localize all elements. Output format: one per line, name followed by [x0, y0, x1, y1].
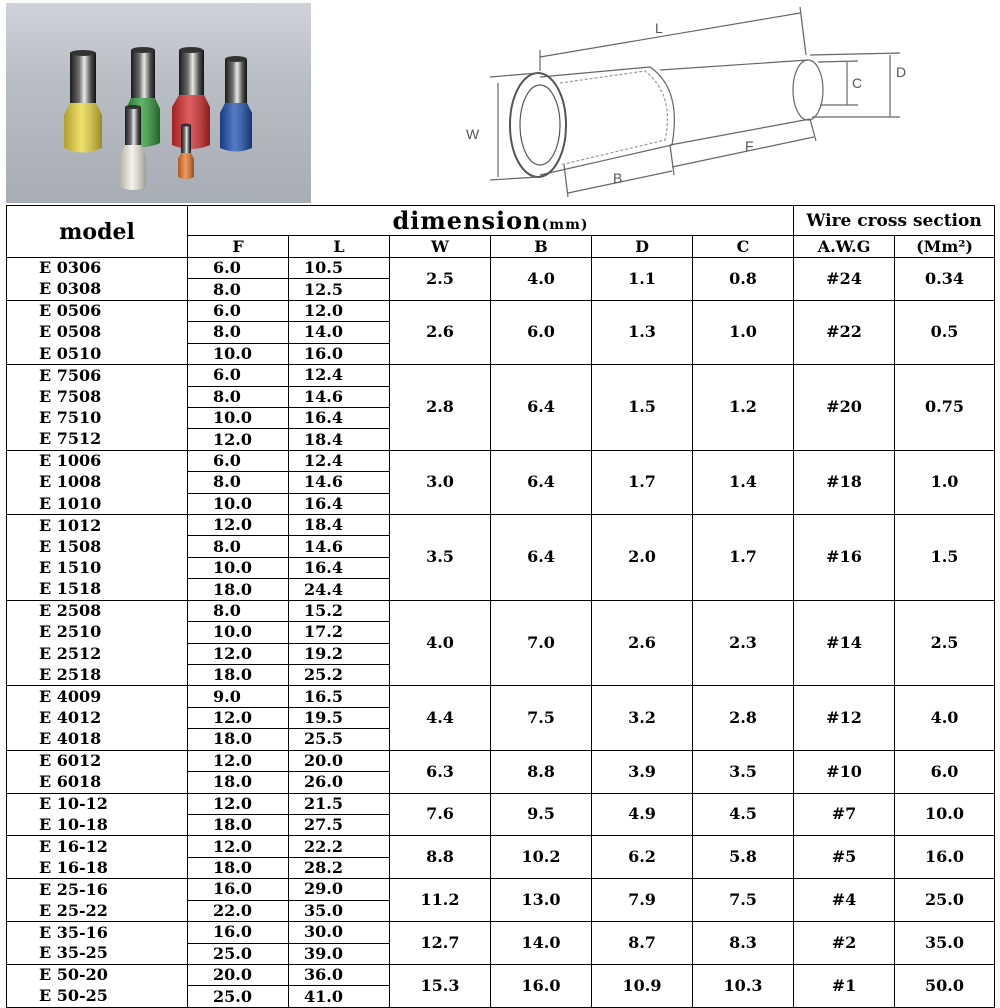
- header-C: C: [693, 236, 794, 258]
- cell-model: E 16-18: [7, 857, 188, 878]
- sleeve-inner-hidden: [560, 71, 668, 165]
- cell-L: 25.2: [289, 665, 390, 686]
- cell-c: 1.0: [693, 300, 794, 364]
- header-dimension-label: dimension: [392, 206, 542, 235]
- cell-F: 22.0: [188, 900, 289, 921]
- cell-mm2: 2.5: [895, 600, 995, 686]
- cell-L: 29.0: [289, 879, 390, 900]
- cell-F: 16.0: [188, 922, 289, 943]
- cell-mm2: 16.0: [895, 836, 995, 879]
- cell-L: 24.4: [289, 579, 390, 600]
- cell-L: 16.5: [289, 686, 390, 707]
- cell-model: E 50-20: [7, 964, 188, 985]
- cell-model: E 35-16: [7, 922, 188, 943]
- cell-b: 4.0: [491, 258, 592, 301]
- cell-F: 12.0: [188, 515, 289, 536]
- cell-w: 3.0: [390, 450, 491, 514]
- cell-model: E 1508: [7, 536, 188, 557]
- table-row: [7, 365, 995, 386]
- cell-mm2: 4.0: [895, 686, 995, 750]
- cell-L: 35.0: [289, 900, 390, 921]
- cell-F: 6.0: [188, 258, 289, 279]
- cell-model: E 0308: [7, 279, 188, 300]
- cell-b: 10.2: [491, 836, 592, 879]
- cell-L: 25.5: [289, 729, 390, 750]
- cell-F: 18.0: [188, 772, 289, 793]
- cell-L: 18.4: [289, 515, 390, 536]
- label-F: F: [745, 138, 754, 154]
- cell-w: 15.3: [390, 964, 491, 1007]
- table-row: [7, 836, 995, 857]
- cell-b: 8.8: [491, 750, 592, 793]
- cell-L: 14.6: [289, 536, 390, 557]
- cell-model: E 6018: [7, 772, 188, 793]
- cell-model: E 1006: [7, 450, 188, 471]
- cell-F: 18.0: [188, 579, 289, 600]
- cell-F: 10.0: [188, 557, 289, 578]
- dimension-diagram: [460, 5, 920, 200]
- cell-model: E 16-12: [7, 836, 188, 857]
- dim-C-ext1: [818, 61, 858, 62]
- cell-d: 1.3: [592, 300, 693, 364]
- cell-F: 9.0: [188, 686, 289, 707]
- cell-F: 12.0: [188, 793, 289, 814]
- cell-F: 6.0: [188, 300, 289, 321]
- tube-top-edge: [660, 60, 808, 70]
- cell-L: 16.4: [289, 407, 390, 428]
- cell-L: 36.0: [289, 964, 390, 985]
- dim-W-ext2: [490, 177, 538, 180]
- table-body: [7, 258, 995, 1008]
- cell-F: 25.0: [188, 943, 289, 964]
- cell-awg: #1: [794, 964, 895, 1007]
- dim-D-ext1: [810, 53, 900, 55]
- sleeve-mouth-inner: [520, 85, 560, 165]
- cell-F: 18.0: [188, 814, 289, 835]
- cell-b: 14.0: [491, 922, 592, 965]
- cell-F: 6.0: [188, 365, 289, 386]
- cell-b: 13.0: [491, 879, 592, 922]
- cell-d: 4.9: [592, 793, 693, 836]
- cell-L: 20.0: [289, 750, 390, 771]
- cell-model: E 50-25: [7, 986, 188, 1007]
- cell-model: E 0506: [7, 300, 188, 321]
- cell-awg: #10: [794, 750, 895, 793]
- cell-w: 12.7: [390, 922, 491, 965]
- label-D: D: [896, 64, 907, 80]
- cell-mm2: 0.34: [895, 258, 995, 301]
- cell-L: 41.0: [289, 986, 390, 1007]
- cell-c: 4.5: [693, 793, 794, 836]
- sleeve-mouth-outer: [510, 73, 566, 177]
- cell-L: 22.2: [289, 836, 390, 857]
- table-row: [7, 964, 995, 985]
- cell-L: 14.0: [289, 322, 390, 343]
- cell-F: 10.0: [188, 407, 289, 428]
- table-row: [7, 600, 995, 621]
- cell-w: 11.2: [390, 879, 491, 922]
- cell-L: 12.5: [289, 279, 390, 300]
- cell-w: 6.3: [390, 750, 491, 793]
- cell-awg: #12: [794, 686, 895, 750]
- cell-L: 12.4: [289, 450, 390, 471]
- cell-model: E 7512: [7, 429, 188, 450]
- header-L: L: [289, 236, 390, 258]
- cell-model: E 35-25: [7, 943, 188, 964]
- header-awg: A.W.G: [794, 236, 895, 258]
- cell-F: 8.0: [188, 536, 289, 557]
- dim-B-ext1: [564, 165, 568, 197]
- cell-F: 12.0: [188, 707, 289, 728]
- cell-c: 3.5: [693, 750, 794, 793]
- cell-d: 2.0: [592, 515, 693, 601]
- header-D: D: [592, 236, 693, 258]
- cell-L: 28.2: [289, 857, 390, 878]
- cell-d: 1.5: [592, 365, 693, 451]
- cell-d: 8.7: [592, 922, 693, 965]
- cell-F: 18.0: [188, 857, 289, 878]
- tube-bottom-edge: [670, 119, 810, 145]
- dim-L-ext2: [800, 7, 806, 55]
- cell-F: 20.0: [188, 964, 289, 985]
- cell-w: 2.5: [390, 258, 491, 301]
- cell-c: 7.5: [693, 879, 794, 922]
- table-row: [7, 515, 995, 536]
- cell-model: E 4009: [7, 686, 188, 707]
- product-photo: [6, 3, 311, 203]
- dim-B-ext2: [670, 145, 674, 175]
- cell-F: 12.0: [188, 836, 289, 857]
- header-mm2: (Mm²): [895, 236, 995, 258]
- cell-awg: #14: [794, 600, 895, 686]
- cell-L: 12.0: [289, 300, 390, 321]
- cell-L: 12.4: [289, 365, 390, 386]
- blue-ferrule: [220, 56, 252, 152]
- cell-b: 6.0: [491, 300, 592, 364]
- cell-model: E 4018: [7, 729, 188, 750]
- cell-L: 30.0: [289, 922, 390, 943]
- cell-L: 27.5: [289, 814, 390, 835]
- label-B: B: [613, 170, 623, 186]
- cell-F: 8.0: [188, 472, 289, 493]
- cell-mm2: 25.0: [895, 879, 995, 922]
- cell-c: 1.7: [693, 515, 794, 601]
- cell-mm2: 50.0: [895, 964, 995, 1007]
- cell-F: 18.0: [188, 665, 289, 686]
- cell-d: 7.9: [592, 879, 693, 922]
- cell-b: 6.4: [491, 450, 592, 514]
- cell-model: E 1518: [7, 579, 188, 600]
- cell-c: 1.4: [693, 450, 794, 514]
- cell-awg: #24: [794, 258, 895, 301]
- cell-F: 12.0: [188, 750, 289, 771]
- cell-F: 16.0: [188, 879, 289, 900]
- cell-model: E 10-18: [7, 814, 188, 835]
- table-row: [7, 793, 995, 814]
- dim-L-line: [540, 13, 800, 57]
- cell-awg: #7: [794, 793, 895, 836]
- dim-F-line: [672, 137, 814, 167]
- header-W: W: [390, 236, 491, 258]
- cell-L: 17.2: [289, 622, 390, 643]
- cell-d: 3.9: [592, 750, 693, 793]
- cell-b: 6.4: [491, 365, 592, 451]
- cell-L: 15.2: [289, 600, 390, 621]
- ferrule-drawing: [460, 5, 920, 200]
- table-row: [7, 686, 995, 707]
- cell-awg: #20: [794, 365, 895, 451]
- header-wire-cross-section: Wire cross section: [794, 206, 995, 236]
- cell-b: 6.4: [491, 515, 592, 601]
- cell-b: 9.5: [491, 793, 592, 836]
- cell-w: 3.5: [390, 515, 491, 601]
- table-row: [7, 922, 995, 943]
- cell-L: 19.5: [289, 707, 390, 728]
- cell-model: E 1510: [7, 557, 188, 578]
- cell-mm2: 0.75: [895, 365, 995, 451]
- cell-F: 8.0: [188, 279, 289, 300]
- cell-F: 8.0: [188, 322, 289, 343]
- cell-model: E 6012: [7, 750, 188, 771]
- cell-model: E 7506: [7, 365, 188, 386]
- cell-w: 2.6: [390, 300, 491, 364]
- cell-model: E 0510: [7, 343, 188, 364]
- cell-F: 10.0: [188, 493, 289, 514]
- cell-L: 16.4: [289, 493, 390, 514]
- cell-L: 21.5: [289, 793, 390, 814]
- cell-F: 12.0: [188, 429, 289, 450]
- ferrule-spec-table: [6, 205, 995, 1008]
- cell-model: E 25-22: [7, 900, 188, 921]
- cell-c: 2.8: [693, 686, 794, 750]
- cell-L: 19.2: [289, 643, 390, 664]
- cell-c: 0.8: [693, 258, 794, 301]
- cell-awg: #4: [794, 879, 895, 922]
- cell-L: 16.0: [289, 343, 390, 364]
- cell-mm2: 1.0: [895, 450, 995, 514]
- cell-w: 2.8: [390, 365, 491, 451]
- cell-awg: #22: [794, 300, 895, 364]
- table-row: [7, 300, 995, 321]
- cell-F: 10.0: [188, 343, 289, 364]
- cell-model: E 10-12: [7, 793, 188, 814]
- cell-L: 18.4: [289, 429, 390, 450]
- cell-L: 14.6: [289, 472, 390, 493]
- cell-model: E 2510: [7, 622, 188, 643]
- cell-w: 7.6: [390, 793, 491, 836]
- cell-c: 10.3: [693, 964, 794, 1007]
- cell-F: 6.0: [188, 450, 289, 471]
- cell-w: 4.4: [390, 686, 491, 750]
- cell-L: 10.5: [289, 258, 390, 279]
- cell-awg: #16: [794, 515, 895, 601]
- cell-L: 16.4: [289, 557, 390, 578]
- cell-d: 3.2: [592, 686, 693, 750]
- cell-awg: #5: [794, 836, 895, 879]
- cell-model: E 4012: [7, 707, 188, 728]
- ferrules-photo-illustration: [6, 3, 311, 203]
- cell-model: E 25-16: [7, 879, 188, 900]
- label-C: C: [852, 75, 863, 91]
- cell-F: 8.0: [188, 386, 289, 407]
- cell-model: E 0508: [7, 322, 188, 343]
- table-row: [7, 879, 995, 900]
- header-F: F: [188, 236, 289, 258]
- tube-end: [793, 60, 823, 120]
- cell-awg: #18: [794, 450, 895, 514]
- cell-d: 6.2: [592, 836, 693, 879]
- cell-model: E 7508: [7, 386, 188, 407]
- cell-F: 25.0: [188, 986, 289, 1007]
- cell-L: 39.0: [289, 943, 390, 964]
- label-L: L: [655, 20, 663, 36]
- cell-c: 2.3: [693, 600, 794, 686]
- cell-c: 8.3: [693, 922, 794, 965]
- cell-b: 7.0: [491, 600, 592, 686]
- cell-d: 2.6: [592, 600, 693, 686]
- cell-awg: #2: [794, 922, 895, 965]
- cell-d: 1.7: [592, 450, 693, 514]
- label-W: W: [466, 126, 480, 142]
- header-B: B: [491, 236, 592, 258]
- cell-L: 14.6: [289, 386, 390, 407]
- cell-F: 10.0: [188, 622, 289, 643]
- cell-model: E 2512: [7, 643, 188, 664]
- cell-b: 16.0: [491, 964, 592, 1007]
- cell-w: 8.8: [390, 836, 491, 879]
- header-dimension: [188, 206, 794, 236]
- cell-model: E 2518: [7, 665, 188, 686]
- cell-model: E 2508: [7, 600, 188, 621]
- table-row: [7, 750, 995, 771]
- cell-model: E 0306: [7, 258, 188, 279]
- cell-w: 4.0: [390, 600, 491, 686]
- cell-c: 5.8: [693, 836, 794, 879]
- cell-d: 10.9: [592, 964, 693, 1007]
- cell-F: 8.0: [188, 600, 289, 621]
- cell-d: 1.1: [592, 258, 693, 301]
- cell-model: E 7510: [7, 407, 188, 428]
- cell-F: 18.0: [188, 729, 289, 750]
- cell-mm2: 10.0: [895, 793, 995, 836]
- cell-model: E 1008: [7, 472, 188, 493]
- table-row: [7, 258, 995, 279]
- cell-b: 7.5: [491, 686, 592, 750]
- cell-mm2: 6.0: [895, 750, 995, 793]
- table-row: [7, 450, 995, 471]
- cell-model: E 1012: [7, 515, 188, 536]
- cell-mm2: 35.0: [895, 922, 995, 965]
- cell-L: 26.0: [289, 772, 390, 793]
- cell-c: 1.2: [693, 365, 794, 451]
- cell-F: 12.0: [188, 643, 289, 664]
- header-model: model: [7, 206, 188, 258]
- cell-mm2: 0.5: [895, 300, 995, 364]
- header-dimension-unit: (mm): [541, 217, 589, 233]
- cell-model: E 1010: [7, 493, 188, 514]
- yellow-ferrule: [64, 50, 102, 153]
- cell-mm2: 1.5: [895, 515, 995, 601]
